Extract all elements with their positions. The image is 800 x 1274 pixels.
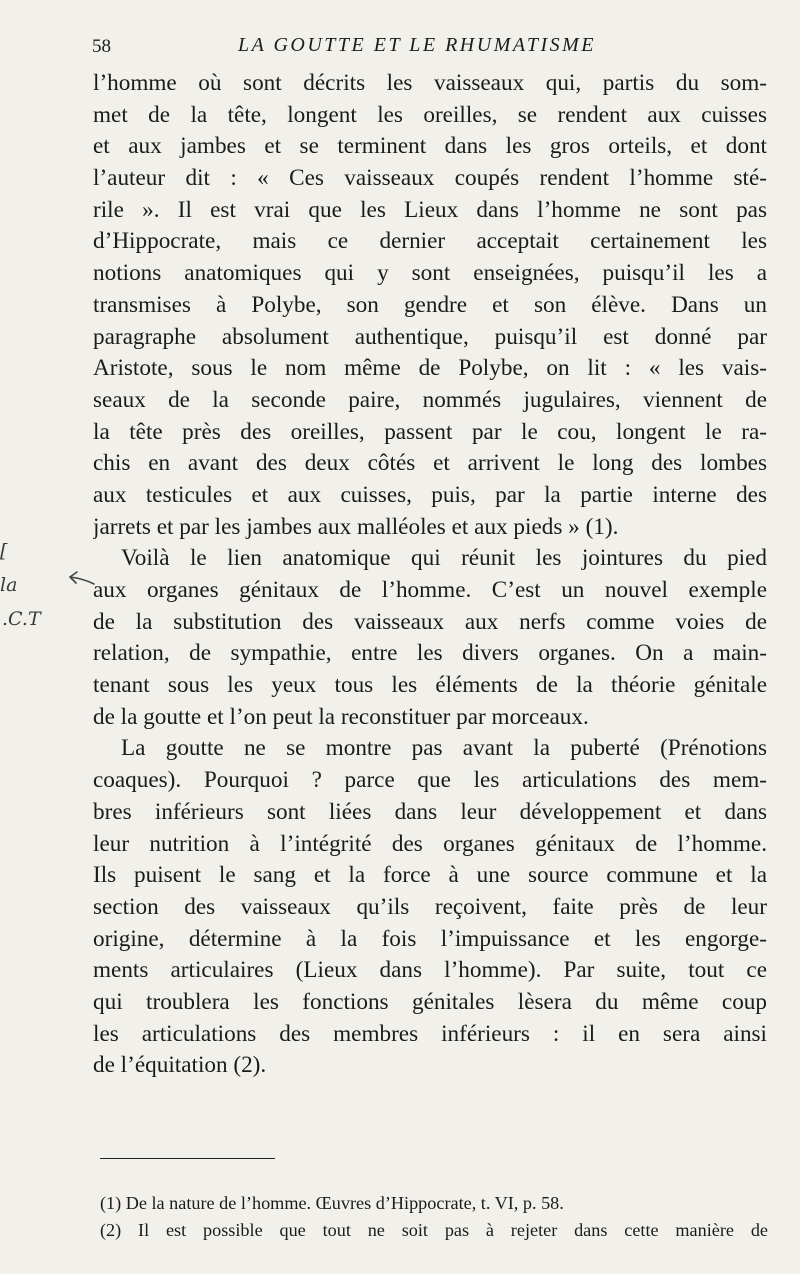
text-line: ments articulaires (Lieux dans l’homme). Par suite, tout ce [93, 957, 767, 984]
footnote-divider [100, 1158, 275, 1159]
text-line: les articulations des membres inférieurs : il en sera ainsi [93, 1020, 767, 1047]
footnote-2: (2) Il est possible que tout ne soit pas à rejeter dans cette manière de [100, 1220, 768, 1240]
footnote-1: (1) De la nature de l’homme. Œuvres d’Hippocrate, t. VI, p. 58. [100, 1193, 564, 1213]
text-line: de la substitution des vaisseaux aux nerfs comme voies de [93, 608, 767, 635]
text-line: Ils puisent le sang et la force à une source commune et la [93, 862, 767, 889]
page-header [92, 30, 772, 60]
text-line: tenant sous les yeux tous les éléments de la théorie génitale [93, 672, 767, 699]
body-text [93, 68, 767, 1082]
text-line: qui troublera les fonctions génitales lèsera du même coup [93, 988, 767, 1015]
text-line: jarrets et par les jambes aux malléoles et aux pieds » (1). [93, 513, 619, 540]
margin-note-2: .C.T [2, 608, 41, 630]
text-line: notions anatomiques qui y sont enseignées, puisqu’il les a [93, 260, 767, 287]
page-number: 58 [92, 36, 111, 57]
text-line: Aristote, sous le nom même de Polybe, on lit : « les vais- [93, 355, 767, 382]
running-title: LA GOUTTE ET LE RHUMATISME [238, 34, 596, 56]
margin-note-1: la [0, 574, 18, 596]
text-line: coaques). Pourquoi ? parce que les articulations des mem- [93, 767, 767, 794]
text-line: d’Hippocrate, mais ce dernier acceptait certainement les [93, 228, 767, 255]
text-line: de l’équitation (2). [93, 1052, 267, 1079]
text-line: et aux jambes et se terminent dans les gros orteils, et dont [93, 133, 767, 160]
text-line: origine, détermine à la fois l’impuissance et les engorge- [93, 925, 767, 952]
text-line: relation, de sympathie, entre les divers organes. On a main- [93, 640, 767, 667]
text-line: leur nutrition à l’intégrité des organes génitaux de l’homme. [93, 830, 767, 857]
text-line: la tête près des oreilles, passent par le cou, longent le ra- [93, 418, 767, 445]
text-line: aux organes génitaux de l’homme. C’est un nouvel exemple [93, 577, 767, 603]
text-line: section des vaisseaux qu’ils reçoivent, faite près de leur [93, 893, 767, 920]
text-line: l’auteur dit : « Ces vaisseaux coupés rendent l’homme sté- [93, 165, 767, 192]
text-line: paragraphe absolument authentique, puisqu’il est donné par [93, 323, 767, 350]
margin-arrow-icon [66, 568, 96, 590]
text-line: l’homme où sont décrits les vaisseaux qui, partis du som- [93, 70, 767, 96]
text-line: La goutte ne se montre pas avant la puberté (Prénotions [121, 735, 767, 762]
text-line: seaux de la seconde paire, nommés jugulaires, viennent de [93, 386, 767, 413]
text-line: met de la tête, longent les oreilles, se rendent aux cuisses [93, 101, 767, 128]
text-line: transmises à Polybe, son gendre et son élève. Dans un [93, 291, 767, 318]
text-line: rile ». Il est vrai que les Lieux dans l’homme ne sont pas [93, 196, 767, 223]
footnotes [100, 1190, 768, 1244]
text-line: aux testicules et aux cuisses, puis, par la partie interne des [93, 481, 767, 508]
text-line: bres inférieurs sont liées dans leur développement et dans [93, 798, 767, 825]
text-line: Voilà le lien anatomique qui réunit les jointures du pied [121, 545, 767, 572]
text-line: de la goutte et l’on peut la reconstituer par morceaux. [93, 703, 589, 730]
margin-bracket-mark: [ [0, 540, 8, 562]
text-line: chis en avant des deux côtés et arrivent le long des lombes [93, 450, 767, 477]
